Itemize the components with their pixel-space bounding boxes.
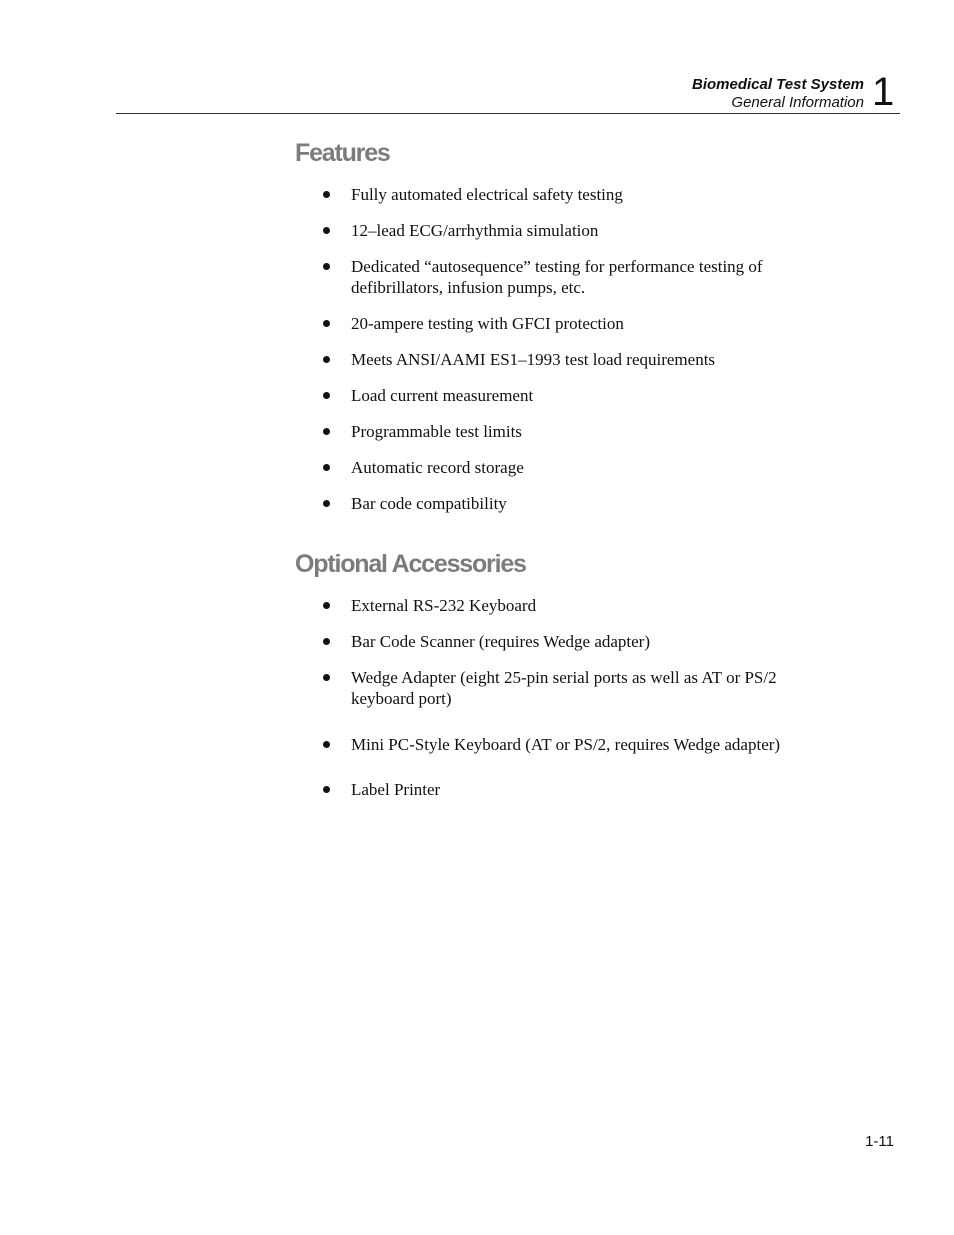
list-item-text: Label Printer <box>351 780 441 799</box>
list-item <box>320 779 820 800</box>
list-item-text: Load current measurement <box>351 386 534 405</box>
bullet-icon <box>323 786 330 793</box>
bullet-icon <box>323 741 330 748</box>
features-list <box>320 184 820 514</box>
features-heading: Features <box>295 139 390 167</box>
list-item-text: Bar code compatibility <box>351 494 507 513</box>
bullet-icon <box>323 191 330 198</box>
list-item <box>320 631 820 652</box>
list-item-text: Fully automated electrical safety testing <box>351 185 623 204</box>
list-item <box>320 595 820 616</box>
list-item <box>320 184 820 205</box>
list-item-text: Mini PC-Style Keyboard (AT or PS/2, requires Wedge adapter) <box>351 735 781 754</box>
list-item <box>320 313 820 334</box>
bullet-icon <box>323 227 330 234</box>
list-item-text: Wedge Adapter (eight 25-pin serial ports as well as AT or PS/2 keyboard port) <box>351 668 777 708</box>
list-item <box>320 349 820 370</box>
page-number: 1-11 <box>865 1133 894 1150</box>
header-title: Biomedical Test System <box>691 76 864 93</box>
bullet-icon <box>323 320 330 327</box>
bullet-icon <box>323 392 330 399</box>
list-item <box>320 256 820 298</box>
list-item-text: 12–lead ECG/arrhythmia simulation <box>351 221 599 240</box>
list-item-text: 20-ampere testing with GFCI protection <box>351 314 624 333</box>
list-item <box>320 734 820 755</box>
list-item <box>320 493 820 514</box>
list-item-text: Automatic record storage <box>351 458 524 477</box>
bullet-icon <box>323 356 330 363</box>
list-item <box>320 457 820 478</box>
bullet-icon <box>323 428 330 435</box>
list-item-text: Programmable test limits <box>351 422 522 441</box>
bullet-icon <box>323 674 330 681</box>
list-item-text: Meets ANSI/AAMI ES1–1993 test load requirements <box>351 350 716 369</box>
list-item <box>320 385 820 406</box>
accessories-list <box>320 595 820 800</box>
list-item <box>320 220 820 241</box>
header-subtitle: General Information <box>731 94 864 111</box>
bullet-icon <box>323 602 330 609</box>
bullet-icon <box>323 464 330 471</box>
bullet-icon <box>323 263 330 270</box>
list-item <box>320 667 820 709</box>
header-rule <box>116 113 900 114</box>
bullet-icon <box>323 638 330 645</box>
list-item-text: Dedicated “autosequence” testing for performance testing of defibrillators, infusion pumps, etc. <box>351 257 763 297</box>
list-item <box>320 421 820 442</box>
list-item-text: Bar Code Scanner (requires Wedge adapter) <box>351 632 650 651</box>
bullet-icon <box>323 500 330 507</box>
optional-accessories-heading: Optional Accessories <box>295 550 526 578</box>
running-header <box>692 76 864 112</box>
list-item-text: External RS-232 Keyboard <box>351 596 537 615</box>
chapter-number: 1 <box>872 70 895 114</box>
